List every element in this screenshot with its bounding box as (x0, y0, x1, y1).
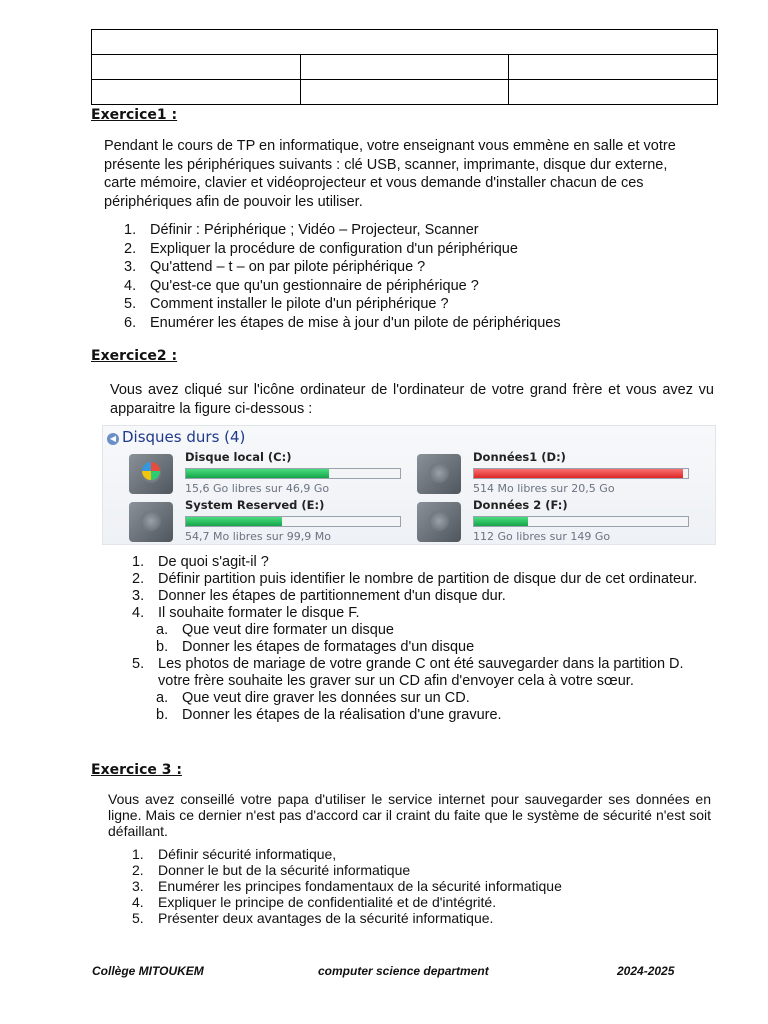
exercise1-title: Exercice1 : (91, 107, 178, 123)
question-number: a. (156, 690, 169, 706)
question-text: Définir : Périphérique ; Vidéo – Projecteur, Scanner (150, 222, 479, 238)
windows-logo-icon (142, 462, 160, 480)
question-text: Enumérer les principes fondamentaux de la sécurité informatique (158, 878, 562, 894)
question-text: Qu'est-ce que qu'un gestionnaire de périphérique ? (150, 277, 479, 294)
header-cell (509, 80, 718, 105)
usage-bar (473, 516, 689, 527)
question-number: 3. (124, 259, 137, 276)
question-item (124, 258, 684, 277)
question-number: 1. (124, 222, 137, 238)
exercise1-questions (124, 221, 684, 333)
question-number: 4. (132, 894, 144, 910)
exercise3-paragraph: Vous avez conseillé votre papa d'utiliser le service internet pour sauvegarder ses données en ligne. Mais ce dernier n'est pas d'accord car il craint du faite que le système de sécurité n'est soit défaillant. (108, 791, 711, 839)
question-number: 6. (124, 314, 137, 331)
question-item (132, 605, 714, 622)
question-number: 3. (132, 878, 144, 894)
question-text: Que veut dire formater un disque (182, 622, 394, 638)
question-text: Donner les étapes de formatages d'un disque (182, 639, 475, 655)
usage-bar-fill (186, 517, 282, 526)
exercise3-title: Exercice 3 : (91, 762, 182, 778)
question-number: 1. (132, 846, 144, 862)
question-number: 4. (132, 605, 145, 621)
usage-bar (473, 468, 689, 479)
hard-drive-icon (417, 502, 461, 542)
question-text: Définir partition puis identifier le nombre de partition de disque dur de cet ordinateur. (158, 571, 698, 587)
question-item (124, 221, 684, 240)
disks-header-label: Disques durs (4) (122, 428, 246, 446)
question-text: Que veut dire graver les données sur un CD. (182, 690, 470, 706)
drive-name: Données1 (D:) (473, 450, 566, 464)
question-text: Expliquer le principe de confidentialité et de d'intégrité. (158, 894, 497, 910)
question-number: a. (156, 622, 169, 638)
question-number: b. (156, 639, 169, 655)
exercise1-paragraph: Pendant le cours de TP en informatique, votre enseignant vous emmène en salle et votre présente les périphériques suivants : clé USB, scanner, imprimante, disque dur externe, carte mémoire, clavier et vidéoprojecteur et vous demande d'installer chacun de ces périphériques afin de pouvoir les utiliser. (104, 138, 676, 210)
question-item (132, 639, 714, 656)
question-item (124, 277, 684, 296)
question-item (124, 295, 684, 314)
question-text: Présenter deux avantages de la sécurité informatique. (158, 910, 494, 926)
drive-space-info: 15,6 Go libres sur 46,9 Go (185, 482, 330, 495)
drive-name: Données 2 (F:) (473, 498, 568, 512)
drive-name: Disque local (C:) (185, 450, 292, 464)
hard-drive-icon (129, 502, 173, 542)
question-number: 3. (132, 588, 145, 604)
footer-school: Collège MITOUKEM (92, 964, 204, 978)
drive-item[interactable] (417, 450, 707, 498)
drive-space-info: 514 Mo libres sur 20,5 Go (473, 482, 615, 495)
question-text: Définir sécurité informatique, (158, 846, 337, 862)
exercise2-title: Exercice2 : (91, 348, 178, 364)
question-number: 1. (132, 554, 145, 570)
question-text: Qu'attend – t – on par pilote périphérique ? (150, 259, 426, 276)
question-text: Il souhaite formater le disque F. (158, 605, 360, 621)
drive-item[interactable] (129, 498, 419, 546)
question-item (132, 878, 692, 894)
exercise2-questions (132, 554, 714, 724)
question-text: Donner les étapes de partitionnement d'un disque dur. (158, 588, 506, 604)
header-cell (92, 80, 301, 105)
hard-drive-icon (417, 454, 461, 494)
question-item (132, 862, 692, 878)
collapse-icon[interactable]: ◀ (107, 433, 119, 445)
question-item (132, 554, 714, 571)
usage-bar (185, 468, 401, 479)
drive-item[interactable] (417, 498, 707, 546)
header-row (92, 30, 718, 55)
question-number: 4. (124, 277, 137, 294)
question-number: 5. (124, 296, 137, 313)
drive-item[interactable] (129, 450, 419, 498)
question-item (132, 571, 714, 588)
question-item (132, 894, 692, 910)
question-number: 5. (132, 910, 144, 926)
exercise2-paragraph: Vous avez cliqué sur l'icône ordinateur de l'ordinateur de votre grand frère et vous avez vu apparaitre la figure ci-dessous : (110, 382, 714, 417)
question-text: Les photos de mariage de votre grande C ont été sauvegarder dans la partition D. votre frère souhaite les graver sur un CD afin d'envoyer cela à votre sœur. (158, 656, 684, 689)
question-text: Expliquer la procédure de configuration d'un périphérique (150, 240, 518, 257)
header-row (92, 55, 718, 80)
exercise3-questions (132, 846, 692, 926)
header-cell (300, 80, 509, 105)
question-item (132, 846, 692, 862)
hard-disks-panel (102, 425, 716, 545)
question-number: 2. (132, 571, 145, 587)
drive-space-info: 54,7 Mo libres sur 99,9 Mo (185, 530, 332, 543)
footer-department: computer science department (318, 964, 489, 978)
question-text: Donner le but de la sécurité informatique (158, 862, 411, 878)
question-item (124, 240, 684, 259)
usage-bar-fill (474, 469, 683, 478)
question-text: Enumérer les étapes de mise à jour d'un pilote de périphériques (150, 314, 561, 331)
question-item (132, 707, 714, 724)
question-number: 2. (132, 862, 144, 878)
question-number: 5. (132, 656, 145, 672)
question-number: b. (156, 707, 169, 723)
header-table (91, 29, 718, 105)
header-row (92, 80, 718, 105)
drive-name: System Reserved (E:) (185, 498, 325, 512)
usage-bar-fill (474, 517, 528, 526)
question-item (132, 588, 714, 605)
question-text: Comment installer le pilote d'un périphérique ? (150, 296, 449, 313)
question-item (132, 910, 692, 926)
drive-space-info: 112 Go libres sur 149 Go (473, 530, 611, 543)
header-cell (509, 55, 718, 80)
question-item (124, 314, 684, 333)
usage-bar (185, 516, 401, 527)
question-item (132, 622, 714, 639)
usage-bar-fill (186, 469, 329, 478)
question-text: De quoi s'agit-il ? (158, 554, 269, 570)
question-item (132, 690, 714, 707)
question-item (132, 656, 714, 690)
header-cell (300, 55, 509, 80)
question-text: Donner les étapes de la réalisation d'une gravure. (182, 707, 502, 723)
footer-year: 2024-2025 (617, 964, 675, 978)
question-number: 2. (124, 240, 137, 257)
header-cell (92, 30, 718, 55)
disks-header[interactable] (107, 428, 245, 446)
header-cell (92, 55, 301, 80)
